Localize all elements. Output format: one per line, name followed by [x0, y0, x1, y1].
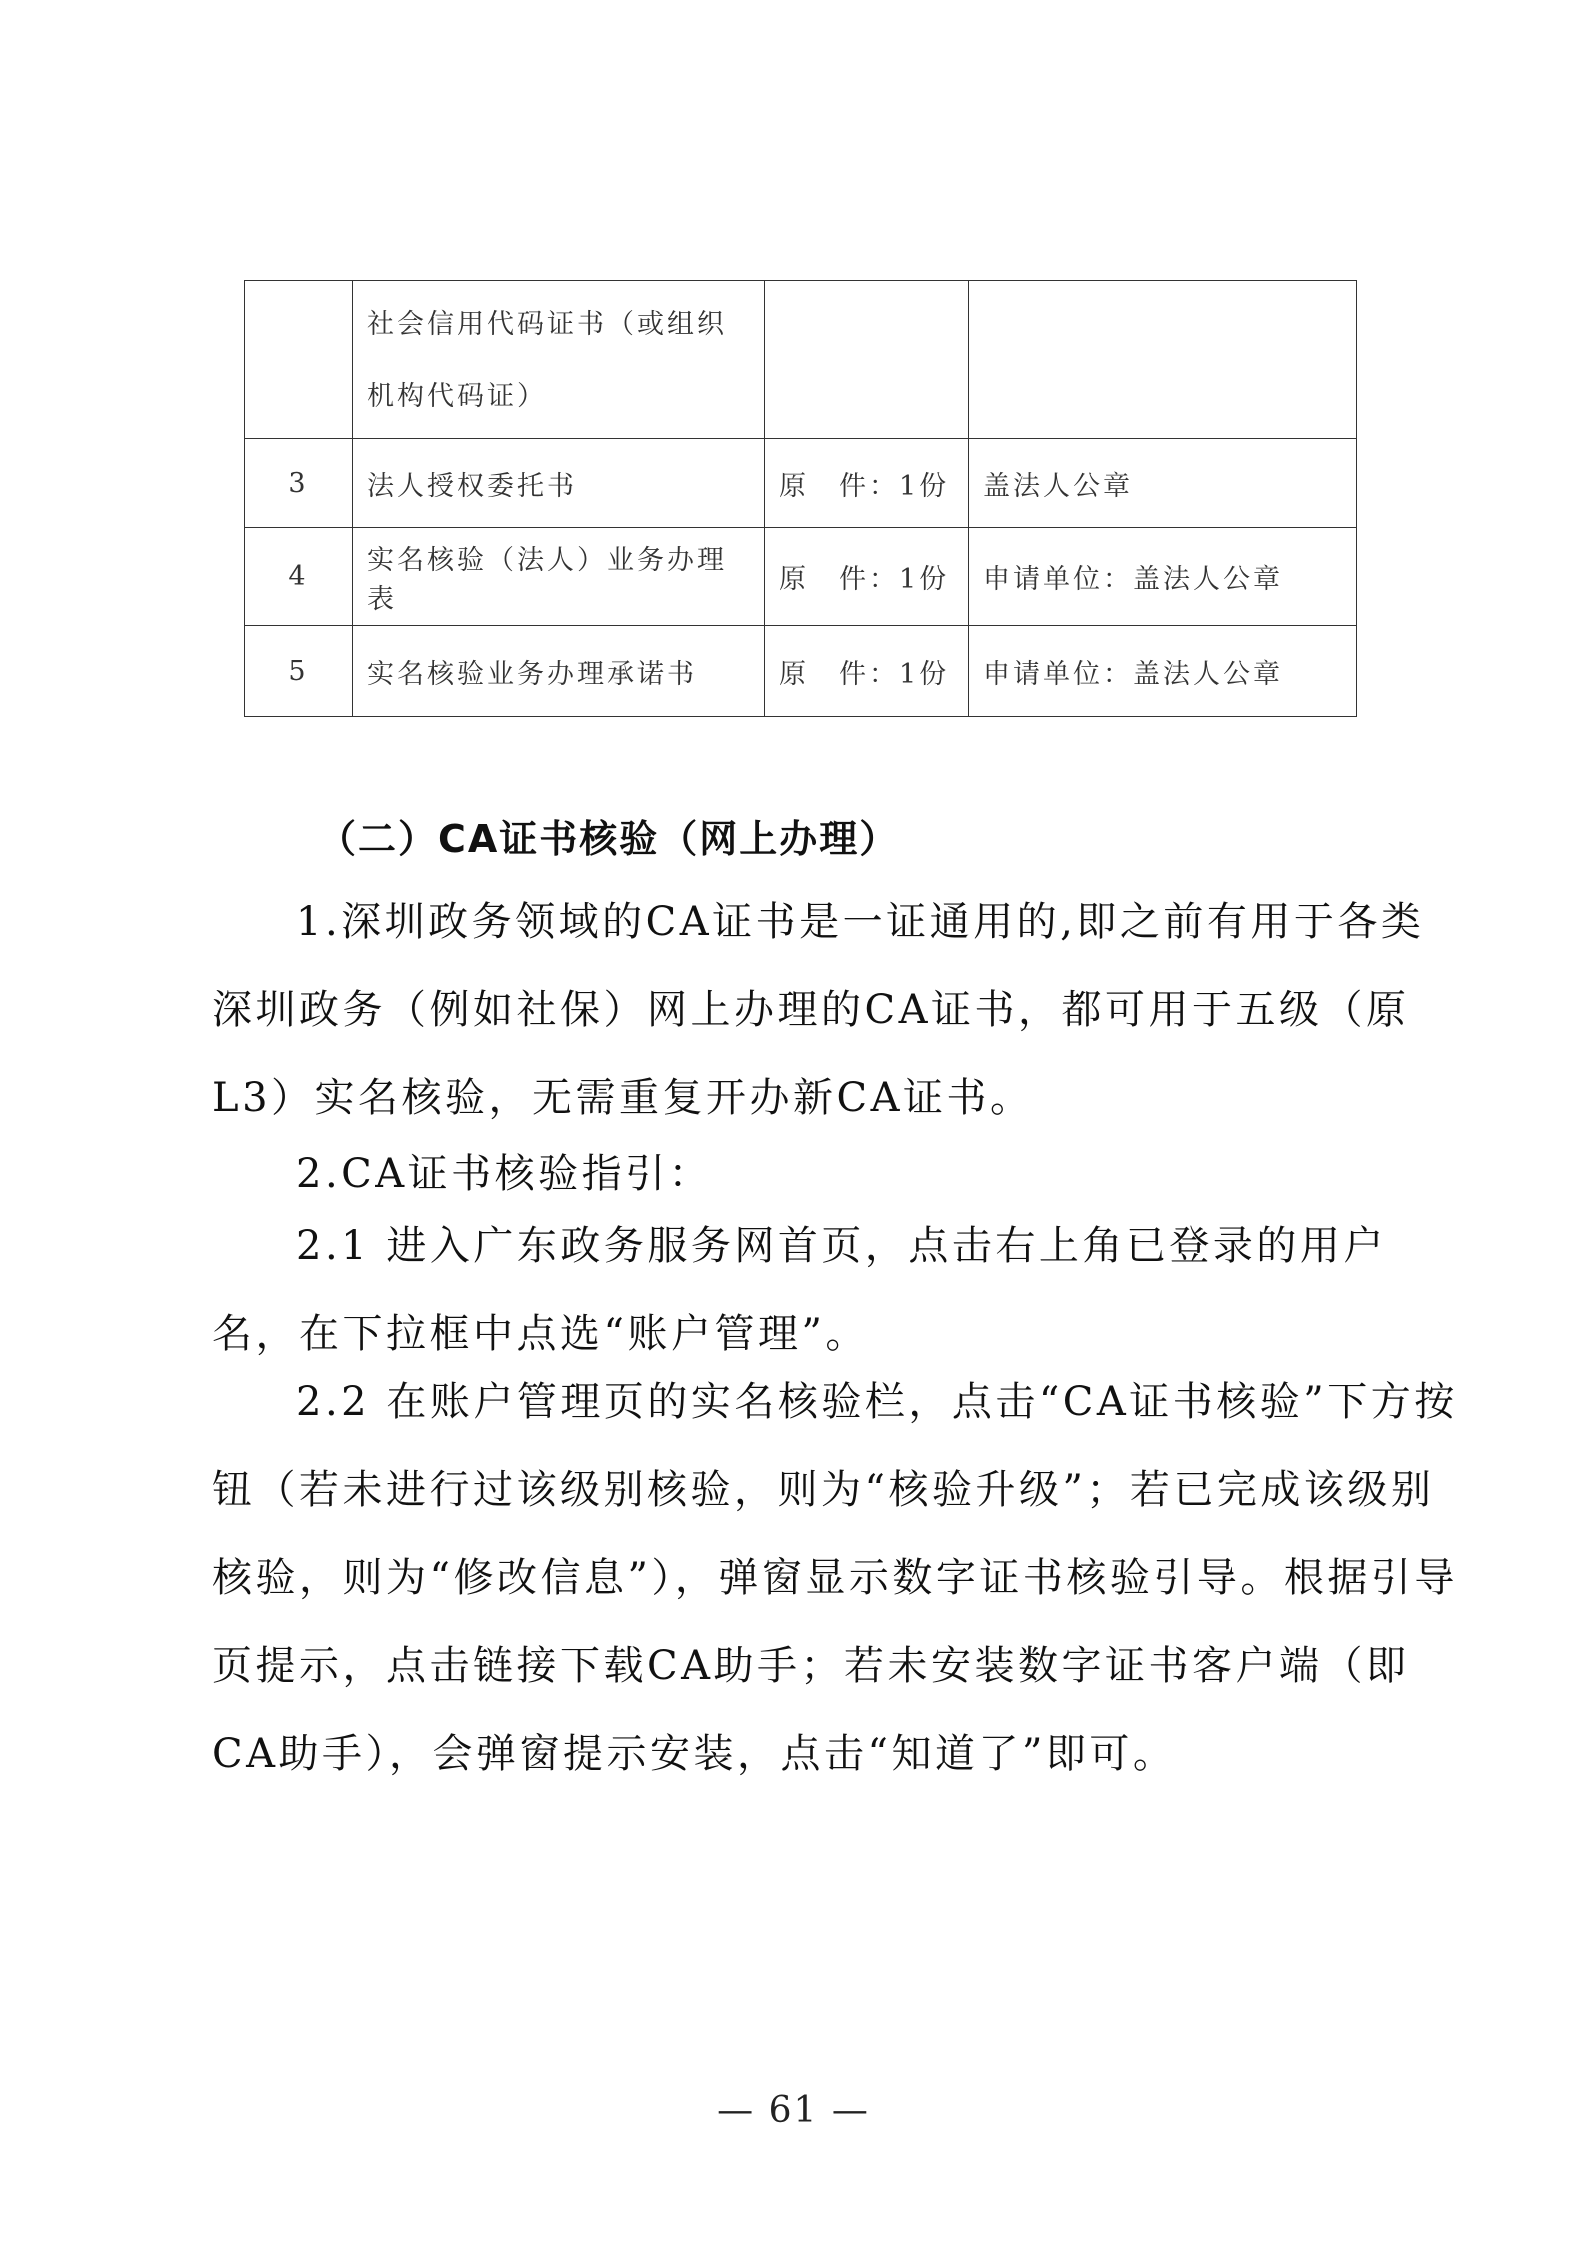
paragraph-ca-general: 1.深圳政务领域的CA证书是一证通用的,即之前有用于各类深圳政务（例如社保）网上办理的CA证书，都可用于五级（原L3）实名核验，无需重复开办新CA证书。 [212, 899, 1425, 1121]
paragraph-step-2-2: 2.2 在账户管理页的实名核验栏，点击“CA证书核验”下方按钮（若未进行过该级别核验，则为“核验升级”；若已完成该级别核验，则为“修改信息”），弹窗显示数字证书核验引导。根据引导页提示，点击链接下载CA助手；若未安装数字证书客户端（即CA助手），会弹窗提示安装，点击“知道了”即可。 [212, 1379, 1458, 1777]
section-heading: （二）CA证书核验（网上办理） [318, 817, 900, 861]
material-note: 申请单位：盖法人公章 [969, 528, 1357, 626]
material-name: 实名核验业务办理承诺书 [353, 626, 765, 717]
material-name: 社会信用代码证书（或组织机构代码证） [353, 281, 765, 439]
row-number: 4 [245, 528, 353, 626]
material-copies: 原 件：1份 [765, 528, 969, 626]
materials-table [244, 280, 1357, 717]
material-copies [765, 281, 969, 439]
row-number: 5 [245, 626, 353, 717]
row-number [245, 281, 353, 439]
paragraph-step-2-1: 2.1 进入广东政务服务网首页，点击右上角已登录的用户名，在下拉框中点选“账户管理”。 [212, 1223, 1387, 1357]
page-number: — 61 — [717, 2090, 870, 2131]
table-row [245, 626, 1357, 717]
material-note: 申请单位：盖法人公章 [969, 626, 1357, 717]
material-copies: 原 件：1份 [765, 439, 969, 528]
row-number: 3 [245, 439, 353, 528]
material-name: 实名核验（法人）业务办理表 [353, 528, 765, 626]
material-note: 盖法人公章 [969, 439, 1357, 528]
table-row [245, 528, 1357, 626]
material-name: 法人授权委托书 [353, 439, 765, 528]
material-copies: 原 件：1份 [765, 626, 969, 717]
material-note [969, 281, 1357, 439]
table-row [245, 439, 1357, 528]
paragraph-guide-title: 2.CA证书核验指引： [296, 1151, 713, 1197]
table-row [245, 281, 1357, 439]
